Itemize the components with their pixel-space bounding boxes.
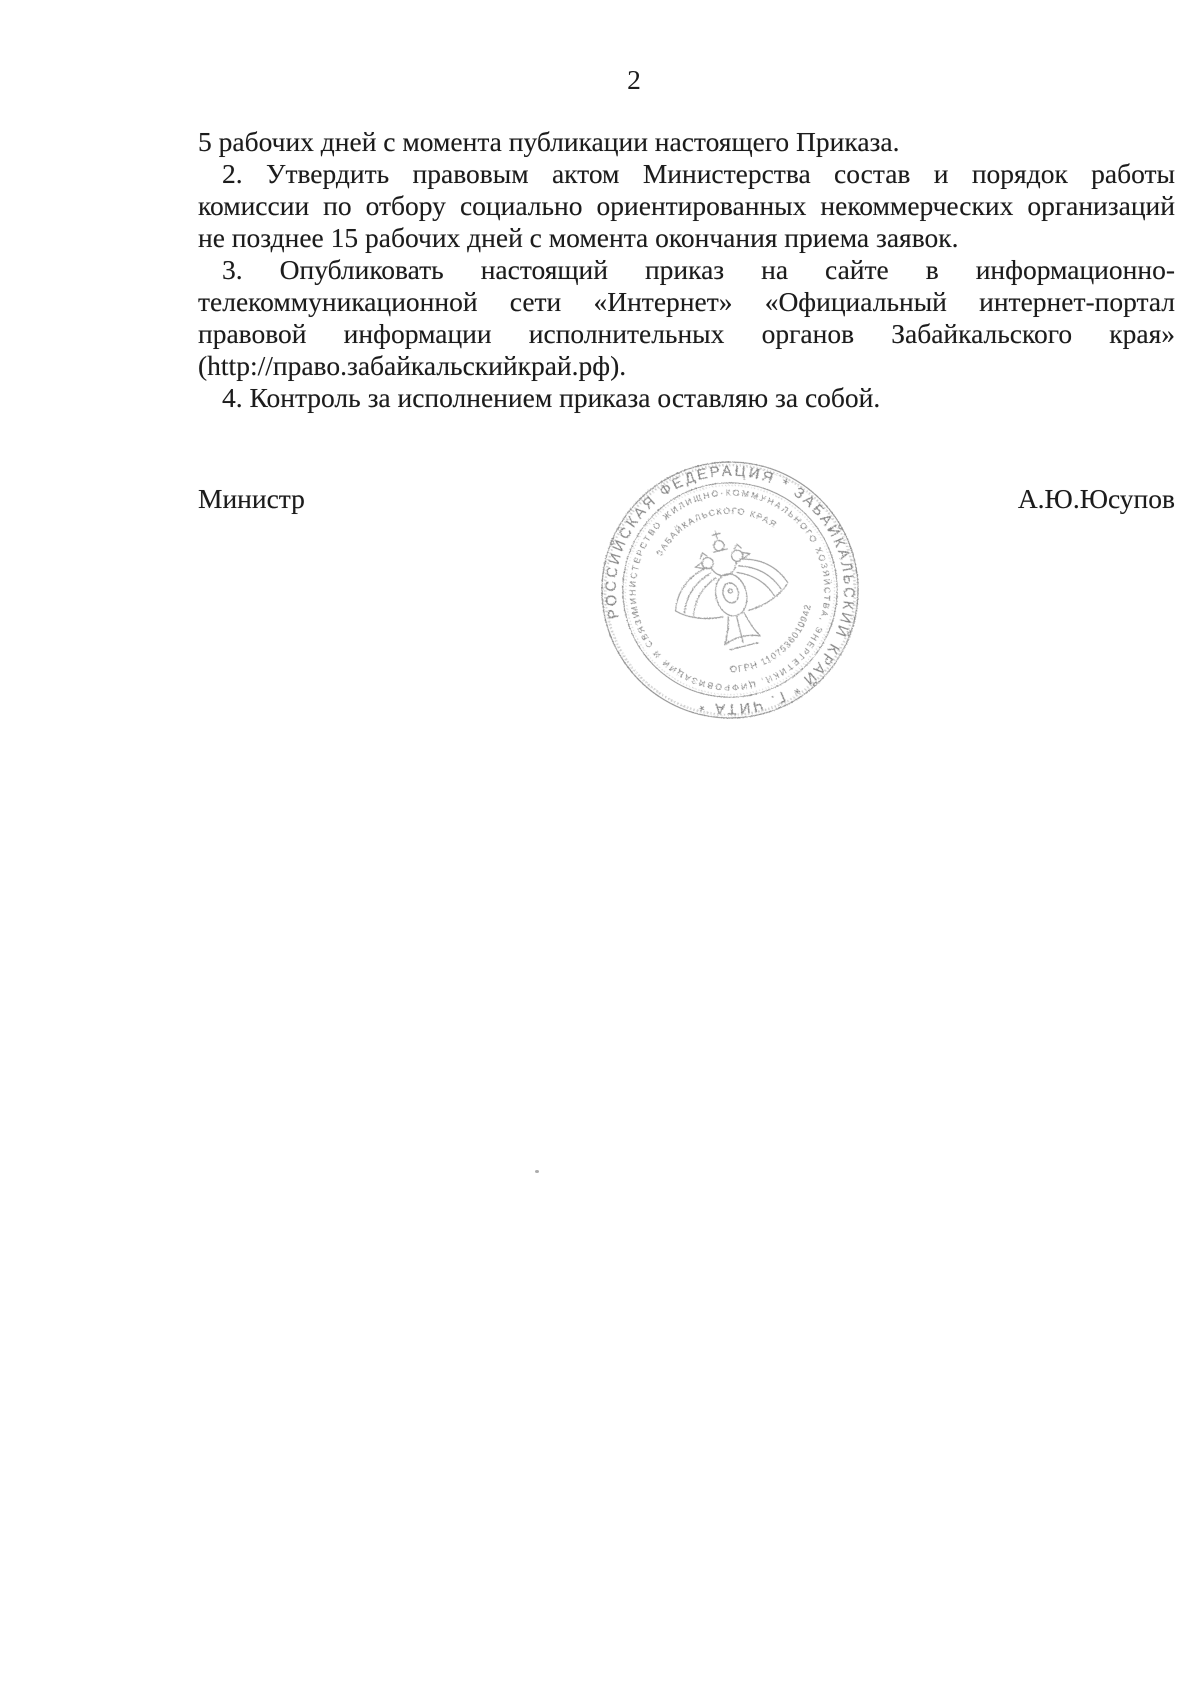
document-body xyxy=(198,126,1175,414)
paragraph-line: 5 рабочих дней с момента публикации настоящего Приказа. xyxy=(198,126,900,157)
official-seal-stamp xyxy=(601,461,859,719)
paragraph-line: комиссии по отбору социально ориентированных некоммерческих организаций xyxy=(198,190,1175,221)
paragraph xyxy=(198,126,1175,158)
paragraph xyxy=(198,254,1175,382)
paragraph-line: 3. Опубликовать настоящий приказ на сайте в информационно- xyxy=(222,254,1175,285)
paragraph-line: 4. Контроль за исполнением приказа оставляю за собой. xyxy=(222,382,881,413)
stamp-outer-ring-text: РОССИЙСКАЯ ФЕДЕРАЦИЯ * ЗАБАЙКАЛЬСКИЙ КРАЙ * Г. ЧИТА * xyxy=(603,463,857,717)
paragraph-line: 2. Утвердить правовым актом Министерства состав и порядок работы xyxy=(222,158,1175,189)
page-number: 2 xyxy=(627,64,641,95)
signature-name: А.Ю.Юсупов xyxy=(1017,483,1175,514)
seal-svg xyxy=(601,461,859,719)
svg-text:ОГРН 1107536010942: ОГРН 1107536010942 xyxy=(729,602,814,675)
paragraph xyxy=(198,382,1175,414)
paragraph-line: (http://право.забайкальскийкрай.рф). xyxy=(198,350,627,381)
stamp-inner-ring-text: ЗАБАЙКАЛЬСКОГО КРАЯ xyxy=(654,505,780,558)
paragraph xyxy=(198,158,1175,254)
paragraph-line: телекоммуникационной сети «Интернет» «Официальный интернет-портал xyxy=(198,286,1175,317)
scan-speck-artifact xyxy=(535,1170,539,1173)
signature-role: Министр xyxy=(198,483,305,514)
paragraph-line: правовой информации исполнительных органов Забайкальского края» xyxy=(198,318,1175,349)
paragraph-line: не позднее 15 рабочих дней с момента окончания приема заявок. xyxy=(198,222,959,253)
double-headed-eagle-icon xyxy=(659,517,800,660)
stamp-middle-ring-text: МИНИСТЕРСТВО ЖИЛИЩНО-КОММУНАЛЬНОГО ХОЗЯЙСТВА, ЭНЕРГЕТИКИ, ЦИФРОВИЗАЦИИ И СВЯЗИ xyxy=(627,487,833,693)
seal-group xyxy=(601,461,859,719)
seal-rings xyxy=(601,461,859,719)
